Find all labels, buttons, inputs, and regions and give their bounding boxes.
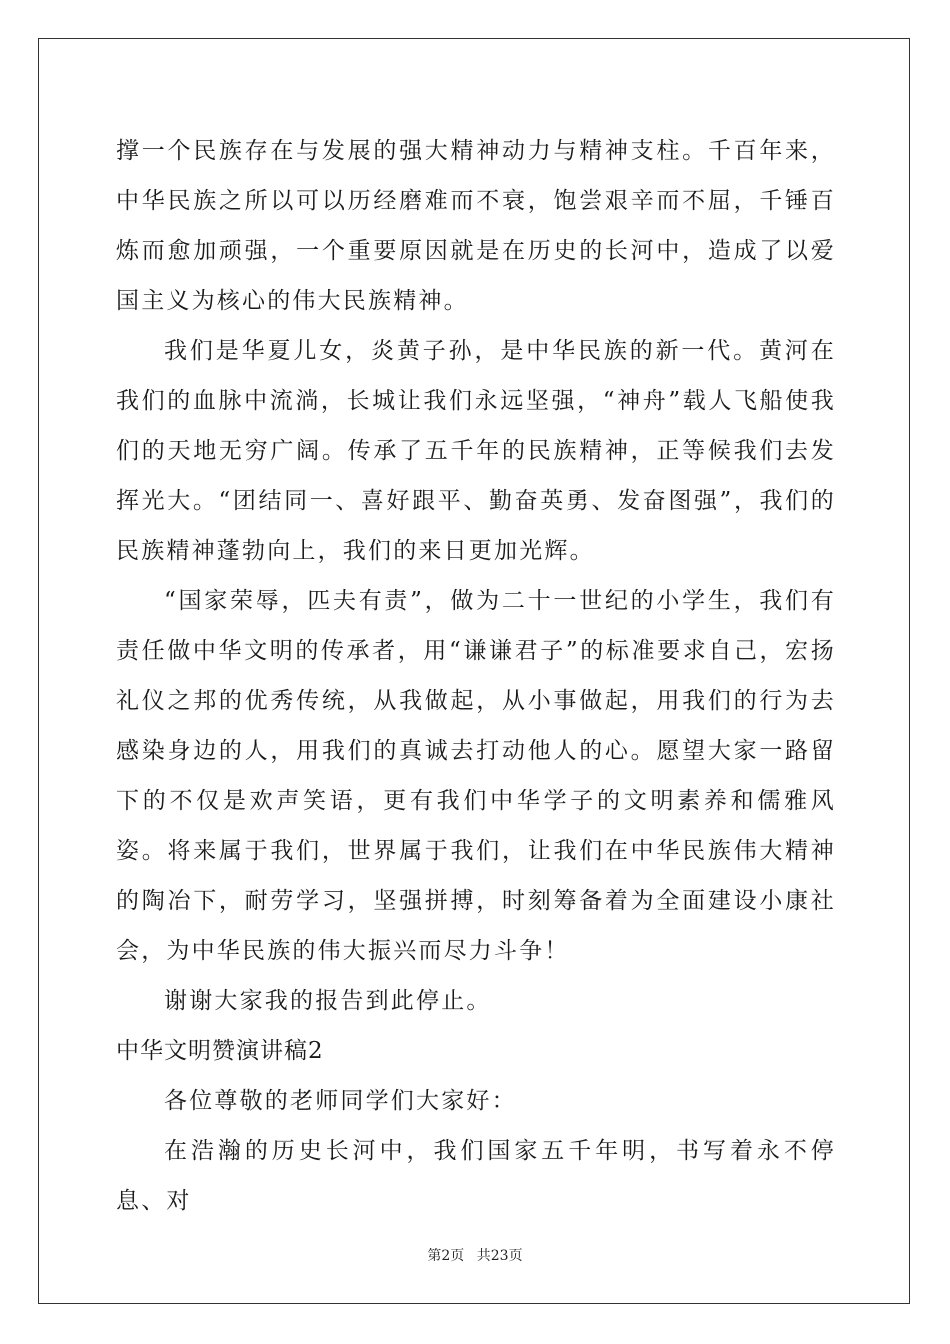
paragraph-3: “国家荣辱，匹夫有责”，做为二十一世纪的小学生，我们有责任做中华文明的传承者，用“谦谦君子”的标准要求自己，宏扬礼仪之邦的优秀传统，从我做起，从小事做起，用我们的行为去感染身边的人，用我们的真诚去打动他人的心。愿望大家一路留下的不仅是欢声笑语，更有我们中华学子的文明素养和儒雅风姿。将来属于我们，世界属于我们，让我们在中华民族伟大精神的陶冶下，耐劳学习，坚强拼搏，时刻筹备着为全面建设小康社会，为中华民族的伟大振兴而尽力斗争！: [116, 588, 836, 964]
paragraph-2: 我们是华夏儿女，炎黄子孙，是中华民族的新一代。黄河在我们的血脉中流淌，长城让我们永远坚强，“神舟”载人飞船使我们的天地无穷广阔。传承了五千年的民族精神，正等候我们去发挥光大。“团结同一、喜好跟平、勤奋英勇、发奋图强”，我们的民族精神蓬勃向上，我们的来日更加光辉。: [116, 338, 836, 564]
greeting: 各位尊敬的老师同学们大家好：: [164, 1088, 517, 1114]
paragraph-5: 在浩瀚的历史长河中，我们国家五千年明，书写着永不停息、对: [116, 1138, 836, 1214]
section-heading: 中华文明赞演讲稿2: [116, 1038, 324, 1064]
paragraph-4: 谢谢大家我的报告到此停止。: [164, 988, 492, 1014]
page-number: 第2页: [427, 1248, 465, 1264]
document-body: [116, 126, 836, 1226]
page-total: 共23页: [476, 1248, 523, 1264]
page-footer: [0, 1245, 950, 1265]
paragraph-1: 撑一个民族存在与发展的强大精神动力与精神支柱。千百年来，中华民族之所以可以历经磨难而不衰，饱尝艰辛而不屈，千锤百炼而愈加顽强，一个重要原因就是在历史的长河中，造成了以爱国主义为核心的伟大民族精神。: [116, 138, 836, 314]
